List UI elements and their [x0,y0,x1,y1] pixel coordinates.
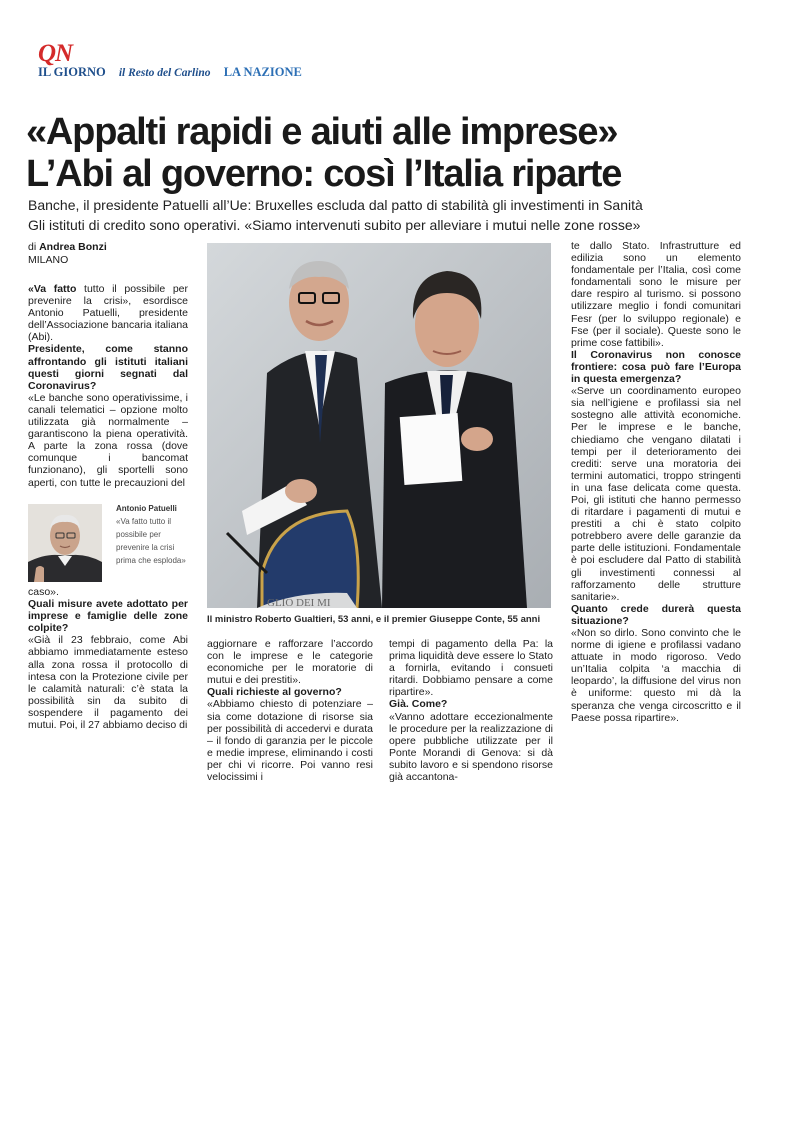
masthead-papers [38,65,312,80]
inset-name: Antonio Patuelli [116,504,177,513]
podium-lettering: GLIO DEI MI [267,597,331,608]
headline-line-1: «Appalti rapidi e aiuti alle imprese» [26,111,618,153]
question-2: Quali misure avete adottato per imprese e famiglie delle zone colpite? [28,598,188,635]
answer-1: «Le banche sono operativissime, i canali telematici – opzione molto utilizzata già normalmente – garantiscono la piena operatività. A parte la zona rossa (dove comunque i bancomat funzionano), gli sportelli sono aperti, con tutte le precauzioni del [28,391,188,489]
paper-la-nazione: LA NAZIONE [223,65,302,79]
answer-2-end: aggiornare e rafforzare l’accordo con le imprese e le categorie economiche per le moratorie di mutui e dei prestiti». [207,638,373,687]
article-column-1 [28,283,188,489]
question-5: Il Coronavirus non conosce frontiere: cosa può fare l’Europa in questa emergenza? [571,348,741,386]
answer-4-end: te dallo Stato. Infrastrutture ed edilizia sono un elemento fondamentale per l’Italia, così come fondamentali sono le misure per dare respiro al turismo. si possono utilizzare meglio i fondi comunitari Fesr (per lo sviluppo regionale) e Fse (per il sociale). Queste sono le prime cose fattibili». [571,240,741,349]
subheadline-line-2: Gli istituti di credito sono operativi. «Siamo intervenuti subito per alleviare i mutui nelle zone rosse» [28,217,641,233]
inset-quote: «Va fatto tutto il possibile per prevenire la crisi prima che esploda» [116,517,186,565]
paper-resto-del-carlino: il Resto del Carlino [118,67,211,79]
photo-caption: Il ministro Roberto Gualtieri, 53 anni, e il premier Giuseppe Conte, 55 anni [207,614,541,625]
byline [28,241,107,267]
article-column-1-continued [28,586,188,731]
answer-2: «Già il 23 febbraio, come Abi abbiamo immediatamente esteso alla zona rossa il protocollo di intesa con la Protezione civile per le calamità naturali: c’è stata la possibilità sin da subito di sospendere il pagamento dei mutui. Poi, il 27 abbiamo deciso di [28,634,188,732]
qn-logo: QN [38,40,73,67]
article-column-3 [389,638,553,783]
headline-line-2: L’Abi al governo: così l’Italia riparte [26,153,622,195]
subheadline-line-1: Banche, il presidente Patuelli all’Ue: Bruxelles escluda dal patto di stabilità gli investimenti in Sanità [28,197,643,213]
lead-bold: «Va fatto [28,283,77,295]
answer-3: «Abbiamo chiesto di potenziare – sia come dotazione di risorse sia per possibilità di accedervi e durata – il fondo di garanzia per le piccole e medie imprese, eliminando i costi per chi vi ricorre. Poi vanno resi velocissimi i [207,698,373,784]
question-3: Quali richieste al governo? [207,686,342,699]
patuelli-photo [28,504,102,582]
byline-prefix: di [28,241,40,253]
answer-6: «Non so dirlo. Sono convinto che le norme di igiene e profilassi vadano attuate in modo rigoroso. Vedo un’Italia colpita ‘a macchia di leopardo’, la diffusione del virus non è uniforme: questo mi dà la speranza che venga circoscritto e il Paese possa ripartire». [571,627,741,724]
question-4: Già. Come? [389,698,448,711]
inset-box [28,500,188,584]
main-photo [207,243,551,608]
byline-author: Andrea Bonzi [39,241,107,253]
answer-5: «Serve un coordinamento europeo sia nell’igiene e profilassi sia nel sostegno alle attività economiche. Per le imprese e le banche, chiediamo che vengano dilatati i tempi per il deterioramento dei crediti: serve una moratoria dei termini automatici, troppo stringenti in una fase delicata come questa. Poi, gli istituti che hanno permesso di ritardare i pagamenti di mutui e prestiti a chi è stato colpito potrebbero avere delle garanzie da parte delle istituzioni. Fondamentale è poi escludere dal Patto di stabilità gli investimenti connessi al rafforzamento delle strutture sanitarie». [571,385,741,603]
answer-1-end: caso». [28,586,59,598]
paper-il-giorno: IL GIORNO [38,65,106,79]
lead-text: tutto il possibile per prevenire la crisi», esordisce Antonio Patuelli, presidente dell’Associazione bancaria italiana (Abi). [28,283,188,344]
question-1: Presidente, come stanno affrontando gli istituti italiani questi giorni segnati dal Coronavirus? [28,343,188,392]
question-6: Quanto crede durerà questa situazione? [571,602,741,627]
article-column-4 [571,240,741,724]
answer-4: «Vanno adottare eccezionalmente le procedure per la realizzazione di opere pubbliche utilizzate per il Ponte Morandi di Genova: si dà subito lavoro e si spendono risorse già accantona- [389,710,553,784]
answer-3-end: tempi di pagamento della Pa: la prima liquidità deve essere lo Stato a fornirla, evitando i consueti ritardi. Dobbiamo pensare a come ripartire». [389,638,553,699]
byline-place: MILANO [28,254,69,266]
article-column-2 [207,638,373,783]
